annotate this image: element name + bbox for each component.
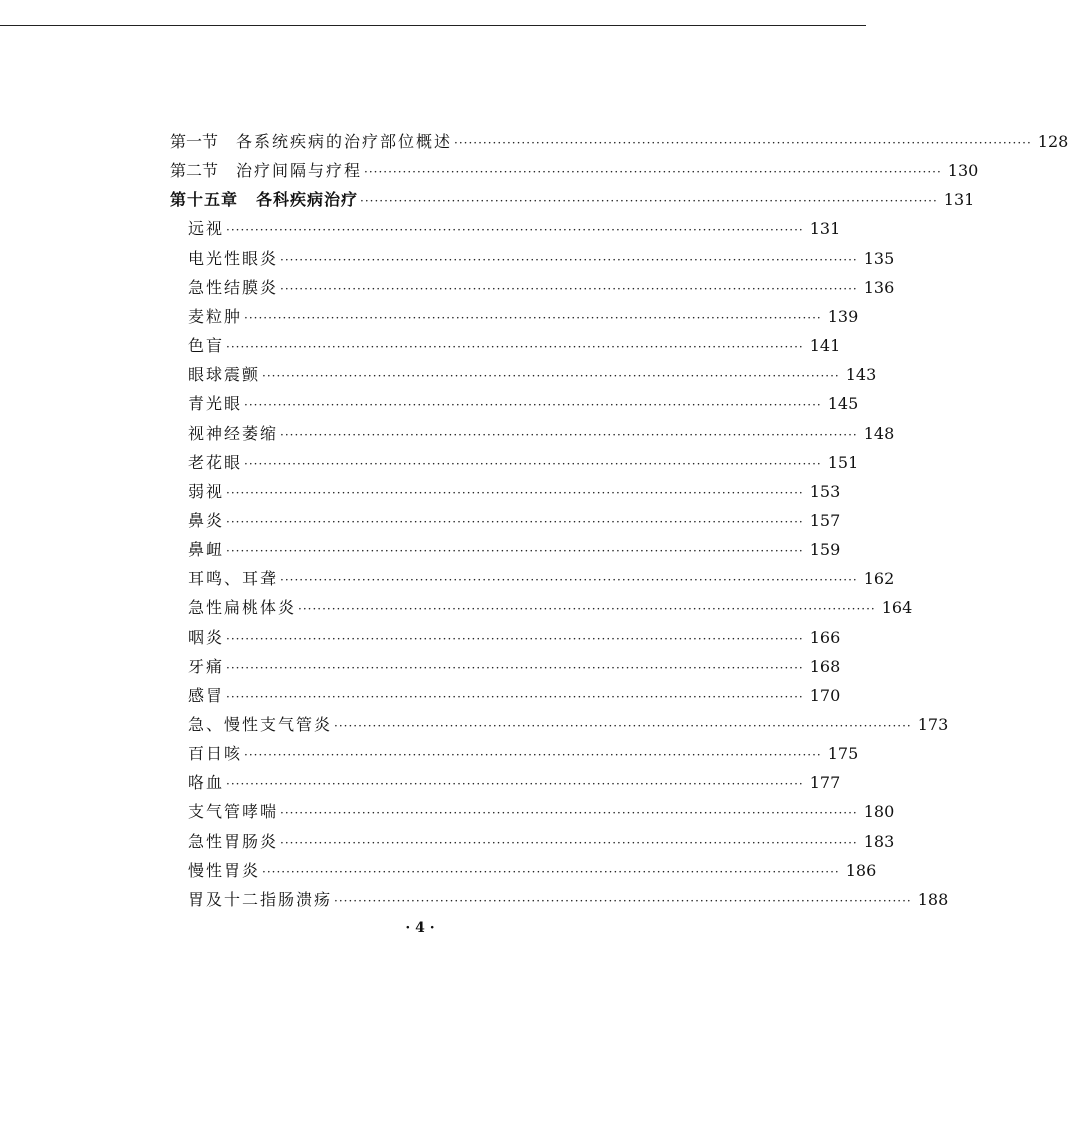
toc-entry bbox=[170, 682, 841, 706]
leader-dots: ························································································································ bbox=[360, 194, 938, 209]
toc-entry-title: 急、慢性支气管炎 bbox=[188, 715, 333, 734]
toc-entry bbox=[170, 215, 841, 239]
toc-entry-page: 162 bbox=[863, 569, 895, 589]
leader-dots: ························································································································ bbox=[334, 893, 912, 908]
toc-entry-title: 胃及十二指肠溃疡 bbox=[188, 889, 333, 909]
toc-entry-page: 170 bbox=[809, 685, 841, 705]
toc-entry-page: 186 bbox=[845, 860, 877, 880]
toc-entry-page: 164 bbox=[881, 598, 913, 618]
leader-dots: ························································································································ bbox=[454, 136, 1032, 150]
toc-entry-title: 各科疾病治疗 bbox=[256, 190, 359, 210]
toc-entry bbox=[170, 828, 895, 852]
toc-entry bbox=[170, 653, 841, 677]
toc-entry-title: 急性扁桃体炎 bbox=[188, 598, 297, 618]
leader-dots: ························································································································ bbox=[280, 573, 858, 588]
toc-entry bbox=[170, 565, 895, 589]
toc-entry-page: 180 bbox=[863, 802, 895, 822]
toc-entry-page: 131 bbox=[809, 219, 841, 239]
leader-dots: ························································································································ bbox=[364, 165, 942, 180]
toc-entry-title: 咯血 bbox=[188, 773, 225, 793]
leader-dots: ························································································································ bbox=[280, 252, 858, 267]
toc-entry-page: 130 bbox=[947, 161, 979, 181]
leader-dots: ························································································································ bbox=[226, 544, 804, 559]
leader-dots: ························································································································ bbox=[226, 631, 804, 646]
toc-entry-title: 老花眼 bbox=[188, 452, 243, 472]
toc-entry-page: 131 bbox=[943, 190, 975, 210]
leader-dots: ························································································································ bbox=[298, 602, 876, 617]
toc-entry-label: 第一节 bbox=[170, 132, 219, 151]
toc-entry-page: 166 bbox=[809, 627, 841, 647]
toc-entry bbox=[170, 624, 841, 648]
leader-dots: ························································································································ bbox=[244, 748, 822, 763]
toc-entry-page: 153 bbox=[809, 481, 841, 501]
leader-dots: ························································································································ bbox=[226, 777, 804, 792]
toc-entry bbox=[170, 857, 877, 881]
toc-entry bbox=[170, 594, 913, 618]
toc-entry bbox=[170, 186, 975, 210]
leader-dots: ························································································································ bbox=[226, 660, 804, 675]
leader-dots: ························································································································ bbox=[262, 369, 840, 384]
leader-dots: ························································································································ bbox=[226, 485, 804, 500]
page-number: · 4 · bbox=[405, 920, 435, 936]
toc-entry-title: 慢性胃炎 bbox=[188, 860, 261, 880]
toc-entry-title: 眼球震颤 bbox=[188, 365, 261, 385]
toc-entry-page: 128 bbox=[1037, 132, 1068, 151]
toc-entry-title: 耳鸣、耳聋 bbox=[188, 569, 279, 589]
toc-entry bbox=[170, 886, 949, 910]
toc-entry bbox=[170, 361, 877, 385]
toc-entry-page: 157 bbox=[809, 510, 841, 530]
toc-entry-title: 百日咳 bbox=[188, 744, 243, 764]
toc-entry-title: 咽炎 bbox=[188, 627, 225, 647]
toc-entry bbox=[170, 332, 841, 356]
leader-dots: ························································································································ bbox=[244, 398, 822, 413]
toc-entry-title: 电光性眼炎 bbox=[188, 248, 279, 268]
leader-dots: ························································································································ bbox=[226, 514, 804, 529]
toc-entry-title: 色盲 bbox=[188, 336, 225, 356]
toc-entry-title: 急性胃肠炎 bbox=[188, 831, 279, 851]
toc-entry-page: 143 bbox=[845, 365, 877, 385]
toc-entry-page: 151 bbox=[827, 452, 859, 472]
toc-entry bbox=[170, 798, 895, 822]
leader-dots: ························································································································ bbox=[262, 864, 840, 879]
toc-entry-page: 173 bbox=[917, 715, 949, 734]
toc-entry-page: 139 bbox=[827, 306, 859, 326]
toc-entry-page: 177 bbox=[809, 773, 841, 793]
toc-entry bbox=[170, 449, 859, 473]
header-rule bbox=[0, 25, 866, 26]
toc-entry bbox=[170, 128, 1068, 152]
leader-dots: ························································································································ bbox=[244, 310, 822, 325]
leader-dots: ························································································································ bbox=[226, 340, 804, 355]
toc-entry-title: 感冒 bbox=[188, 685, 225, 705]
toc-entry bbox=[170, 303, 859, 327]
toc-entry-page: 159 bbox=[809, 540, 841, 560]
toc-entry bbox=[170, 274, 895, 298]
toc-entry-title: 青光眼 bbox=[188, 394, 243, 414]
toc-entry-page: 188 bbox=[917, 889, 949, 909]
toc-entry-page: 168 bbox=[809, 656, 841, 676]
leader-dots: ························································································································ bbox=[244, 456, 822, 471]
toc-entry-page: 135 bbox=[863, 248, 895, 268]
leader-dots: ························································································································ bbox=[226, 689, 804, 704]
toc-entry-title: 弱视 bbox=[188, 481, 225, 501]
toc-entry bbox=[170, 536, 841, 560]
toc-entry bbox=[170, 740, 859, 764]
toc-entry bbox=[170, 507, 841, 531]
toc-entry bbox=[170, 157, 979, 181]
toc-entry bbox=[170, 478, 841, 502]
toc-entry-title: 鼻衄 bbox=[188, 540, 225, 560]
toc-entry-title: 牙痛 bbox=[188, 656, 225, 676]
toc-entry-page: 141 bbox=[809, 336, 841, 356]
toc-entry bbox=[170, 245, 895, 269]
toc-entry-title: 支气管哮喘 bbox=[188, 802, 279, 822]
toc-entry-page: 145 bbox=[827, 394, 859, 414]
leader-dots: ························································································································ bbox=[226, 223, 804, 238]
leader-dots: ························································································································ bbox=[280, 427, 858, 442]
leader-dots: ························································································································ bbox=[280, 806, 858, 821]
toc-entry-title: 远视 bbox=[188, 219, 225, 239]
leader-dots: ························································································································ bbox=[280, 835, 858, 850]
toc-entry-title: 麦粒肿 bbox=[188, 306, 243, 326]
toc-entry-title: 鼻炎 bbox=[188, 510, 225, 530]
toc-entry bbox=[170, 769, 841, 793]
toc-entry-label: 第十五章 bbox=[170, 190, 239, 210]
toc-entry-page: 136 bbox=[863, 277, 895, 297]
leader-dots: ························································································································ bbox=[280, 281, 858, 296]
toc-entry bbox=[170, 420, 895, 444]
toc-entry-page: 148 bbox=[863, 423, 895, 443]
toc-entry-title: 各系统疾病的治疗部位概述 bbox=[236, 132, 453, 151]
toc-entry-page: 183 bbox=[863, 831, 895, 851]
toc-entry-title: 视神经萎缩 bbox=[188, 423, 279, 443]
toc-entry bbox=[170, 390, 859, 414]
leader-dots: ························································································································ bbox=[334, 719, 912, 733]
toc-entry-title: 治疗间隔与疗程 bbox=[236, 161, 363, 181]
toc-entry bbox=[170, 711, 949, 735]
toc-entry-title: 急性结膜炎 bbox=[188, 277, 279, 297]
toc-entry-page: 175 bbox=[827, 744, 859, 764]
toc-entry-label: 第二节 bbox=[170, 161, 219, 181]
